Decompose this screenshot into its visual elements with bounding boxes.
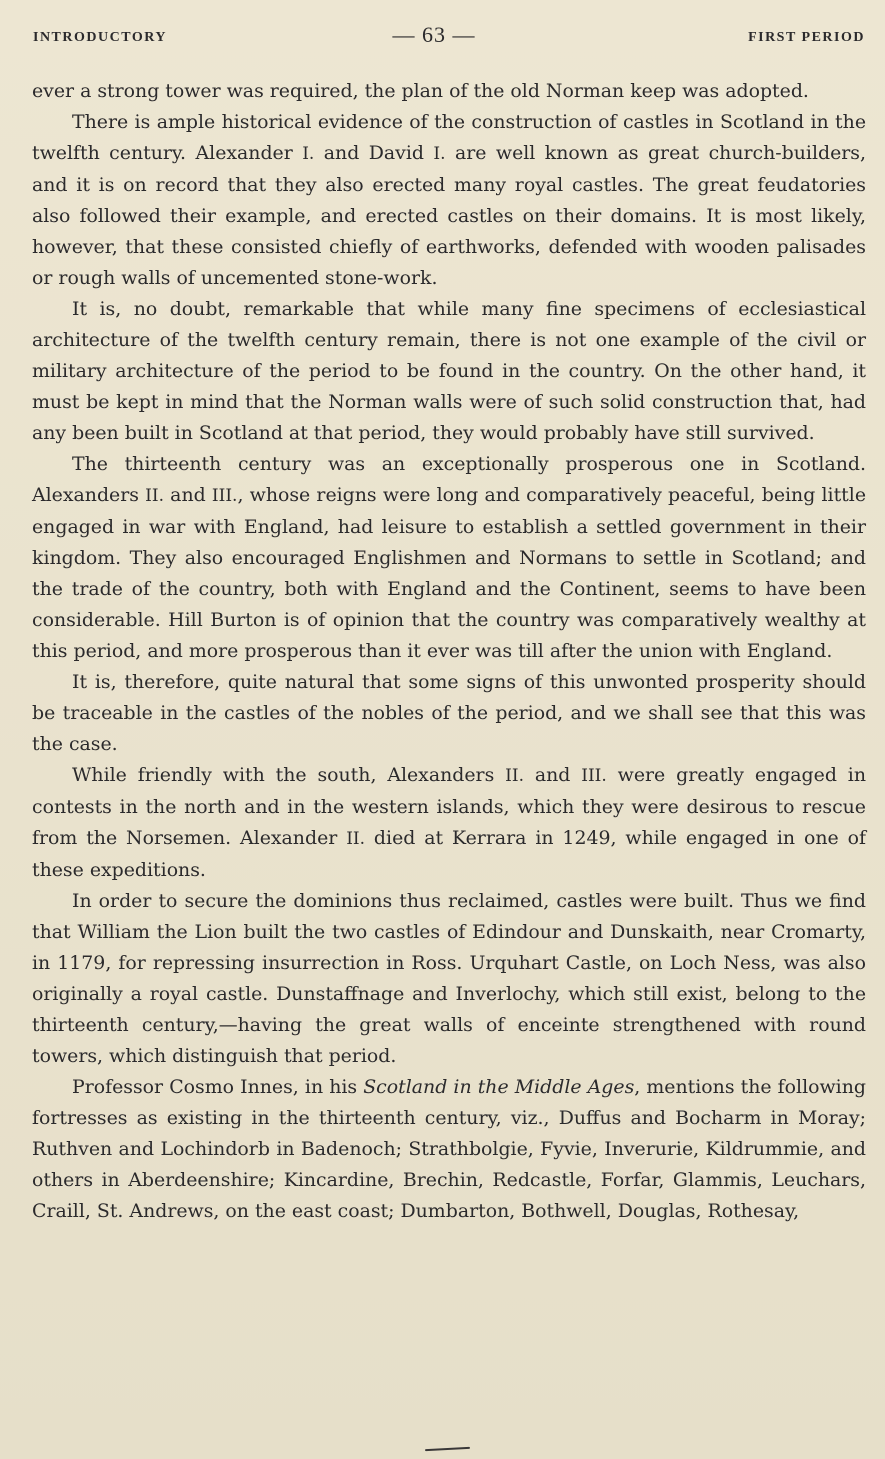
- regnal-numeral: I.: [302, 144, 315, 164]
- regnal-numeral: II.: [145, 486, 164, 506]
- header-section-title: INTRODUCTORY: [33, 30, 167, 45]
- page-end-mark: [425, 1447, 470, 1451]
- text-segment: It is, no doubt, remarkable that while many fine specimens of ecclesiastical architecture of the twelfth century remain, there is not one example of the civil or military architecture of the period to be found in the country. On the other hand, it must be kept in mind that the Norman walls were of such solid construction that, had any been built in Scotland at that period, they would probably have still survived.: [32, 298, 866, 444]
- text-segment: ever a strong tower was required, the plan of the old Norman keep was adopted.: [32, 80, 809, 102]
- paragraph-2: [32, 107, 866, 294]
- regnal-numeral: I.: [433, 144, 446, 164]
- text-segment: The thirteenth century was an exceptionally prosperous one in Scotland. Alexanders: [32, 453, 866, 506]
- paragraph-5: [32, 667, 866, 760]
- text-segment: There is ample historical evidence of the construction of castles in Scotland in the twelfth century. Alexander: [32, 111, 866, 164]
- paragraph-8: [32, 1072, 866, 1227]
- regnal-numeral: II.: [346, 829, 366, 849]
- paragraph-3: [32, 294, 866, 449]
- text-segment: It is, therefore, quite natural that some signs of this unwonted prosperity should be traceable in the castles of the nobles of the period, and we shall see that this was the case.: [32, 671, 866, 755]
- text-segment: and: [523, 764, 582, 786]
- text-segment: While friendly with the south, Alexanders: [72, 764, 506, 786]
- regnal-numeral: II.: [505, 766, 524, 786]
- text-segment: died at Kerrara in 1249, while engaged in one of these expeditions.: [32, 827, 866, 881]
- paragraph-7: [32, 886, 866, 1072]
- text-segment: and David: [314, 142, 434, 164]
- text-segment: In order to secure the dominions thus reclaimed, castles were built. Thus we find that William the Lion built the two castles of Edindour and Dunskaith, near Cromarty, in 1179, for repressing insurrection in Ross. Urquhart Castle, on Loch Ness, was also originally a royal castle. Dunstaffnage and Inverlochy, which still exist, belong to the thirteenth century,—having the great walls of enceinte strengthened with round towers, which distinguish that period.: [32, 890, 866, 1067]
- body-text: [32, 76, 866, 1227]
- text-segment: , mentions the following fortresses as existing in the thirteenth century, viz., Duffus and Bocharm in Moray; Ruthven and Lochindorb in Badenoch; Strathbolgie, Fyvie, Inverurie, Kildrummie, and others in Aberdeenshire; Kincardine, Brechin, Redcastle, Forfar, Glammis, Leuchars, Craill, St. Andrews, on the east coast; Dumbarton, Bothwell, Douglas, Rothesay,: [32, 1076, 866, 1222]
- book-title-italic: Scotland in the Middle Ages: [363, 1076, 635, 1098]
- text-segment: , whose reigns were long and comparatively peaceful, being little engaged in war with England, had leisure to establish a settled government in their kingdom. They also encouraged Englishmen and Normans to settle in Scotland; and the trade of the country, both with England and the Continent, seems to have been considerable. Hill Burton is of opinion that the country was comparatively wealthy at this period, and more prosperous than it ever was till after the union with England.: [32, 484, 866, 662]
- text-segment: Professor Cosmo Innes, in his: [72, 1076, 364, 1098]
- text-segment: are well known as great church-builders, and it is on record that they also erected many royal castles. The great feudatories also followed their example, and erected castles on their domains. It is most likely, however, that these consisted chiefly of earthworks, defended with wooden palisades or rough walls of uncemented stone-work.: [32, 142, 866, 289]
- regnal-numeral: III.: [211, 486, 238, 506]
- text-segment: were greatly engaged in contests in the north and in the western islands, which they were desirous to rescue from the Norsemen. Alexander: [32, 764, 866, 849]
- paragraph-1: [32, 76, 866, 107]
- paragraph-4: [32, 449, 866, 667]
- header-period-title: FIRST PERIOD: [748, 30, 865, 45]
- text-segment: and: [163, 484, 212, 506]
- paragraph-6: [32, 760, 866, 886]
- page-number: — 63 —: [392, 22, 476, 47]
- running-header: [33, 22, 865, 52]
- regnal-numeral: III.: [581, 766, 607, 786]
